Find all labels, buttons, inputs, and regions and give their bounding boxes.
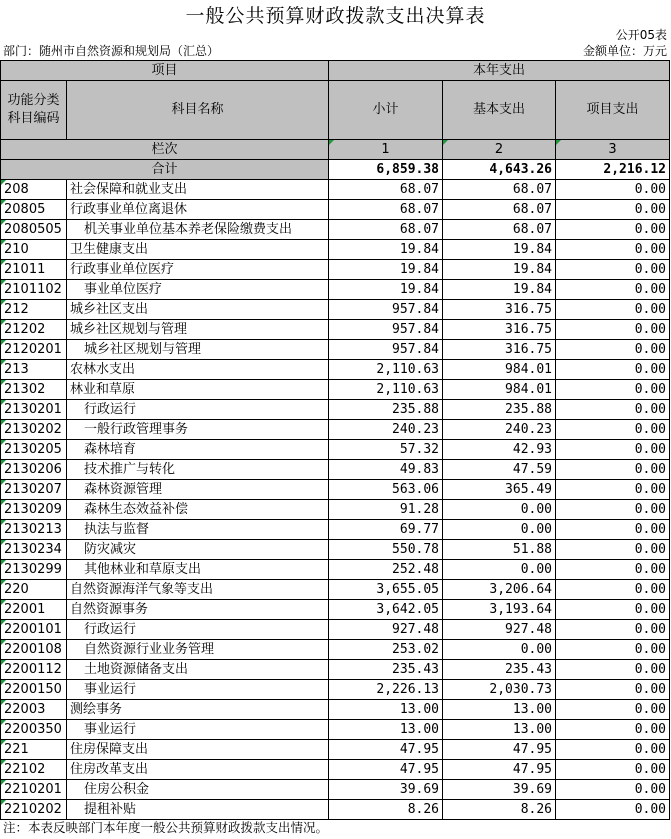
row-code <box>1 500 67 520</box>
row-code <box>1 240 67 260</box>
cell-marker <box>1 360 6 365</box>
row-project: 0.00 <box>556 460 670 480</box>
row-code <box>1 540 67 560</box>
row-code-text: 2080505 <box>4 221 62 237</box>
table-row <box>1 760 670 780</box>
row-basic: 365.49 <box>443 480 556 500</box>
row-code-text: 2101102 <box>4 281 62 297</box>
row-code-text: 208 <box>4 181 29 197</box>
row-code <box>1 220 67 240</box>
row-project: 0.00 <box>556 200 670 220</box>
row-project: 0.00 <box>556 240 670 260</box>
row-basic: 8.26 <box>443 800 556 820</box>
row-name: 城乡社区支出 <box>67 300 329 320</box>
row-basic: 13.00 <box>443 700 556 720</box>
row-code-text: 220 <box>4 581 29 597</box>
row-name: 事业运行 <box>67 680 329 700</box>
row-code-text: 2130234 <box>4 541 62 557</box>
row-name: 一般行政管理事务 <box>67 420 329 440</box>
row-name: 事业单位医疗 <box>67 280 329 300</box>
row-code <box>1 380 67 400</box>
row-project: 0.00 <box>556 400 670 420</box>
department-label: 部门：随州市自然资源和规划局（汇总） <box>3 44 220 58</box>
row-name: 行政运行 <box>67 620 329 640</box>
row-code <box>1 640 67 660</box>
row-code <box>1 400 67 420</box>
row-code <box>1 740 67 760</box>
row-subtotal: 47.95 <box>329 740 443 760</box>
table-row <box>1 220 670 240</box>
table-row <box>1 660 670 680</box>
row-code <box>1 280 67 300</box>
row-basic: 984.01 <box>443 380 556 400</box>
row-project: 0.00 <box>556 360 670 380</box>
row-project: 0.00 <box>556 620 670 640</box>
row-code-text: 213 <box>4 361 29 377</box>
row-code-text: 2200112 <box>4 661 62 677</box>
row-code <box>1 660 67 680</box>
row-subtotal: 957.84 <box>329 320 443 340</box>
row-basic: 19.84 <box>443 260 556 280</box>
row-name: 其他林业和草原支出 <box>67 560 329 580</box>
row-code <box>1 780 67 800</box>
row-subtotal: 68.07 <box>329 220 443 240</box>
table-row <box>1 620 670 640</box>
row-name: 测绘事务 <box>67 700 329 720</box>
total-project: 2,216.12 <box>556 160 670 180</box>
header-subtotal: 小计 <box>329 81 443 140</box>
row-name: 提租补贴 <box>67 800 329 820</box>
row-subtotal: 19.84 <box>329 280 443 300</box>
cell-marker <box>1 660 6 665</box>
row-code-text: 22102 <box>4 761 46 777</box>
table-row <box>1 300 670 320</box>
row-subtotal: 235.43 <box>329 660 443 680</box>
row-basic: 39.69 <box>443 780 556 800</box>
table-row <box>1 360 670 380</box>
row-basic: 235.88 <box>443 400 556 420</box>
row-project: 0.00 <box>556 300 670 320</box>
row-name: 机关事业单位基本养老保险缴费支出 <box>67 220 329 240</box>
cell-marker <box>1 400 6 405</box>
row-project: 0.00 <box>556 260 670 280</box>
row-subtotal: 927.48 <box>329 620 443 640</box>
row-subtotal: 13.00 <box>329 720 443 740</box>
row-code <box>1 180 67 200</box>
table-row <box>1 440 670 460</box>
row-code-text: 2130213 <box>4 521 62 537</box>
row-code-text: 2210202 <box>4 801 62 817</box>
total-basic: 4,643.26 <box>443 160 556 180</box>
cell-marker <box>1 460 6 465</box>
row-name: 社会保障和就业支出 <box>67 180 329 200</box>
row-basic: 42.93 <box>443 440 556 460</box>
row-code-text: 2130202 <box>4 421 62 437</box>
total-subtotal: 6,859.38 <box>329 160 443 180</box>
row-code <box>1 200 67 220</box>
row-subtotal: 2,226.13 <box>329 680 443 700</box>
row-basic: 19.84 <box>443 280 556 300</box>
row-code <box>1 600 67 620</box>
row-project: 0.00 <box>556 720 670 740</box>
row-code <box>1 620 67 640</box>
total-label: 合计 <box>1 160 329 180</box>
row-name: 执法与监督 <box>67 520 329 540</box>
row-basic: 47.95 <box>443 740 556 760</box>
row-subtotal: 49.83 <box>329 460 443 480</box>
row-code-text: 221 <box>4 741 29 757</box>
row-subtotal: 47.95 <box>329 760 443 780</box>
row-name: 林业和草原 <box>67 380 329 400</box>
row-code-text: 210 <box>4 241 29 257</box>
header-col3-text: 3 <box>608 141 617 157</box>
row-subtotal: 252.48 <box>329 560 443 580</box>
row-project: 0.00 <box>556 760 670 780</box>
row-code <box>1 260 67 280</box>
row-code-text: 2200150 <box>4 681 62 697</box>
row-name: 森林生态效益补偿 <box>67 500 329 520</box>
row-code-text: 21302 <box>4 381 46 397</box>
cell-marker <box>1 560 6 565</box>
row-code-text: 20805 <box>4 201 46 217</box>
row-project: 0.00 <box>556 480 670 500</box>
row-code-text: 212 <box>4 301 29 317</box>
row-name: 农林水支出 <box>67 360 329 380</box>
unit-label: 金额单位：万元 <box>582 44 667 58</box>
row-project: 0.00 <box>556 660 670 680</box>
row-code <box>1 480 67 500</box>
row-basic: 68.07 <box>443 200 556 220</box>
table-row <box>1 560 670 580</box>
row-basic: 316.75 <box>443 300 556 320</box>
row-name: 城乡社区规划与管理 <box>67 340 329 360</box>
row-code-text: 2130209 <box>4 501 62 517</box>
row-code-text: 2200108 <box>4 641 62 657</box>
table-row <box>1 800 670 820</box>
table-code: 公开05表 <box>615 28 667 42</box>
row-code <box>1 300 67 320</box>
row-name: 森林资源管理 <box>67 480 329 500</box>
row-project: 0.00 <box>556 280 670 300</box>
table-row <box>1 680 670 700</box>
cell-marker <box>1 320 6 325</box>
table-row <box>1 420 670 440</box>
row-subtotal: 235.88 <box>329 400 443 420</box>
cell-marker <box>1 240 6 245</box>
row-code-text: 2130207 <box>4 481 62 497</box>
row-subtotal: 68.07 <box>329 200 443 220</box>
row-code <box>1 520 67 540</box>
header-row-1 <box>1 61 670 81</box>
row-code <box>1 700 67 720</box>
row-name: 行政事业单位离退休 <box>67 200 329 220</box>
header-func-code <box>1 81 67 140</box>
report-title: 一般公共预算财政拨款支出决算表 <box>185 5 486 27</box>
row-name: 城乡社区规划与管理 <box>67 320 329 340</box>
row-project: 0.00 <box>556 560 670 580</box>
cell-marker <box>1 700 6 705</box>
row-name: 自然资源行业业务管理 <box>67 640 329 660</box>
table-row <box>1 320 670 340</box>
row-project: 0.00 <box>556 780 670 800</box>
row-project: 0.00 <box>556 800 670 820</box>
cell-marker <box>1 300 6 305</box>
row-project: 0.00 <box>556 740 670 760</box>
row-name: 防灾减灾 <box>67 540 329 560</box>
row-subtotal: 69.77 <box>329 520 443 540</box>
header-col2-text: 2 <box>494 141 504 157</box>
header-col2 <box>443 140 556 160</box>
row-project: 0.00 <box>556 580 670 600</box>
row-project: 0.00 <box>556 340 670 360</box>
row-subtotal: 39.69 <box>329 780 443 800</box>
row-project: 0.00 <box>556 440 670 460</box>
row-subtotal: 91.28 <box>329 500 443 520</box>
cell-marker <box>1 340 6 345</box>
row-basic: 0.00 <box>443 640 556 660</box>
cell-marker <box>1 620 6 625</box>
row-code-text: 2210201 <box>4 781 62 797</box>
row-project: 0.00 <box>556 520 670 540</box>
cell-marker <box>1 420 6 425</box>
table-row <box>1 540 670 560</box>
header-project-expense: 项目支出 <box>556 81 670 140</box>
table-row <box>1 640 670 660</box>
cell-marker <box>1 800 6 805</box>
row-subtotal: 13.00 <box>329 700 443 720</box>
cell-marker <box>1 780 6 785</box>
row-subtotal: 68.07 <box>329 180 443 200</box>
row-subtotal: 253.02 <box>329 640 443 660</box>
row-basic: 51.88 <box>443 540 556 560</box>
row-subtotal: 57.32 <box>329 440 443 460</box>
row-code <box>1 440 67 460</box>
header-col1 <box>329 140 443 160</box>
header-col1-text: 1 <box>381 141 390 157</box>
row-code <box>1 560 67 580</box>
row-name: 行政运行 <box>67 400 329 420</box>
cell-marker <box>1 520 6 525</box>
row-subtotal: 2,110.63 <box>329 360 443 380</box>
cell-marker <box>1 740 6 745</box>
cell-marker <box>1 500 6 505</box>
row-basic: 2,030.73 <box>443 680 556 700</box>
row-basic: 47.95 <box>443 760 556 780</box>
row-code <box>1 420 67 440</box>
row-code-text: 21202 <box>4 321 46 337</box>
row-code <box>1 460 67 480</box>
header-row-2 <box>1 81 670 140</box>
row-basic: 927.48 <box>443 620 556 640</box>
row-project: 0.00 <box>556 420 670 440</box>
row-name: 自然资源事务 <box>67 600 329 620</box>
row-code <box>1 760 67 780</box>
row-basic: 13.00 <box>443 720 556 740</box>
row-subtotal: 957.84 <box>329 300 443 320</box>
row-code <box>1 720 67 740</box>
row-name: 住房公积金 <box>67 780 329 800</box>
row-basic: 984.01 <box>443 360 556 380</box>
row-project: 0.00 <box>556 600 670 620</box>
cell-marker <box>1 380 6 385</box>
cell-marker <box>1 220 6 225</box>
cell-marker <box>443 140 448 145</box>
row-code-text: 2200350 <box>4 721 62 737</box>
cell-marker <box>1 200 6 205</box>
cell-marker <box>1 540 6 545</box>
row-code <box>1 340 67 360</box>
cell-marker <box>1 600 6 605</box>
row-basic: 0.00 <box>443 560 556 580</box>
row-code <box>1 320 67 340</box>
cell-marker <box>1 720 6 725</box>
table-row <box>1 280 670 300</box>
table-row <box>1 700 670 720</box>
row-code-text: 2130205 <box>4 441 62 457</box>
table-row <box>1 720 670 740</box>
cell-marker <box>1 180 6 185</box>
row-name: 技术推广与转化 <box>67 460 329 480</box>
row-subtotal: 3,655.05 <box>329 580 443 600</box>
cell-marker <box>1 760 6 765</box>
row-basic: 68.07 <box>443 220 556 240</box>
row-basic: 47.59 <box>443 460 556 480</box>
row-project: 0.00 <box>556 380 670 400</box>
row-name: 卫生健康支出 <box>67 240 329 260</box>
table-row <box>1 180 670 200</box>
table-row <box>1 340 670 360</box>
cell-marker <box>1 260 6 265</box>
row-name: 事业运行 <box>67 720 329 740</box>
row-basic: 316.75 <box>443 320 556 340</box>
cell-marker <box>1 680 6 685</box>
row-basic: 316.75 <box>443 340 556 360</box>
row-code-text: 21011 <box>4 261 46 277</box>
header-subject-name: 科目名称 <box>67 81 329 140</box>
table-row <box>1 480 670 500</box>
cell-marker <box>1 280 6 285</box>
row-name: 自然资源海洋气象等支出 <box>67 580 329 600</box>
row-basic: 3,206.64 <box>443 580 556 600</box>
row-basic: 19.84 <box>443 240 556 260</box>
table-row <box>1 600 670 620</box>
header-current-year: 本年支出 <box>329 61 670 81</box>
row-project: 0.00 <box>556 500 670 520</box>
row-subtotal: 240.23 <box>329 420 443 440</box>
header-basic: 基本支出 <box>443 81 556 140</box>
expenditure-table <box>0 60 670 820</box>
row-code <box>1 580 67 600</box>
table-row <box>1 240 670 260</box>
row-basic: 0.00 <box>443 520 556 540</box>
row-basic: 240.23 <box>443 420 556 440</box>
cell-marker <box>1 440 6 445</box>
cell-marker <box>556 140 561 145</box>
row-project: 0.00 <box>556 180 670 200</box>
row-project: 0.00 <box>556 220 670 240</box>
table-row <box>1 380 670 400</box>
row-code <box>1 800 67 820</box>
row-subtotal: 2,110.63 <box>329 380 443 400</box>
table-row <box>1 500 670 520</box>
cell-marker <box>329 140 334 145</box>
row-subtotal: 8.26 <box>329 800 443 820</box>
cell-marker <box>1 640 6 645</box>
table-row <box>1 400 670 420</box>
row-subtotal: 19.84 <box>329 240 443 260</box>
row-name: 行政事业单位医疗 <box>67 260 329 280</box>
total-row <box>1 160 670 180</box>
row-code-text: 22003 <box>4 701 46 717</box>
cell-marker <box>1 480 6 485</box>
row-subtotal: 957.84 <box>329 340 443 360</box>
row-project: 0.00 <box>556 320 670 340</box>
row-name: 森林培育 <box>67 440 329 460</box>
row-subtotal: 563.06 <box>329 480 443 500</box>
table-row <box>1 460 670 480</box>
header-func-code-text: 功能分类科目编码 <box>7 93 60 126</box>
row-code-text: 2130201 <box>4 401 62 417</box>
row-basic: 3,193.64 <box>443 600 556 620</box>
row-subtotal: 3,642.05 <box>329 600 443 620</box>
footnote: 注：本表反映部门本年度一般公共预算财政拨款支出情况。 <box>3 820 329 835</box>
row-basic: 0.00 <box>443 500 556 520</box>
row-project: 0.00 <box>556 640 670 660</box>
row-subtotal: 550.78 <box>329 540 443 560</box>
row-project: 0.00 <box>556 700 670 720</box>
row-code-text: 2120201 <box>4 341 62 357</box>
header-row-3 <box>1 140 670 160</box>
table-row <box>1 780 670 800</box>
table-row <box>1 580 670 600</box>
cell-marker <box>1 580 6 585</box>
table-row <box>1 520 670 540</box>
row-project: 0.00 <box>556 540 670 560</box>
table-row <box>1 200 670 220</box>
row-code-text: 2130206 <box>4 461 62 477</box>
row-basic: 68.07 <box>443 180 556 200</box>
row-code-text: 22001 <box>4 601 46 617</box>
header-column-no: 栏次 <box>1 140 329 160</box>
row-name: 土地资源储备支出 <box>67 660 329 680</box>
table-row <box>1 740 670 760</box>
row-code-text: 2130299 <box>4 561 62 577</box>
row-code <box>1 360 67 380</box>
row-code <box>1 680 67 700</box>
row-code-text: 2200101 <box>4 621 62 637</box>
row-basic: 235.43 <box>443 660 556 680</box>
header-col3 <box>556 140 670 160</box>
row-name: 住房保障支出 <box>67 740 329 760</box>
row-name: 住房改革支出 <box>67 760 329 780</box>
row-subtotal: 19.84 <box>329 260 443 280</box>
header-project: 项目 <box>1 61 329 81</box>
table-row <box>1 260 670 280</box>
row-project: 0.00 <box>556 680 670 700</box>
